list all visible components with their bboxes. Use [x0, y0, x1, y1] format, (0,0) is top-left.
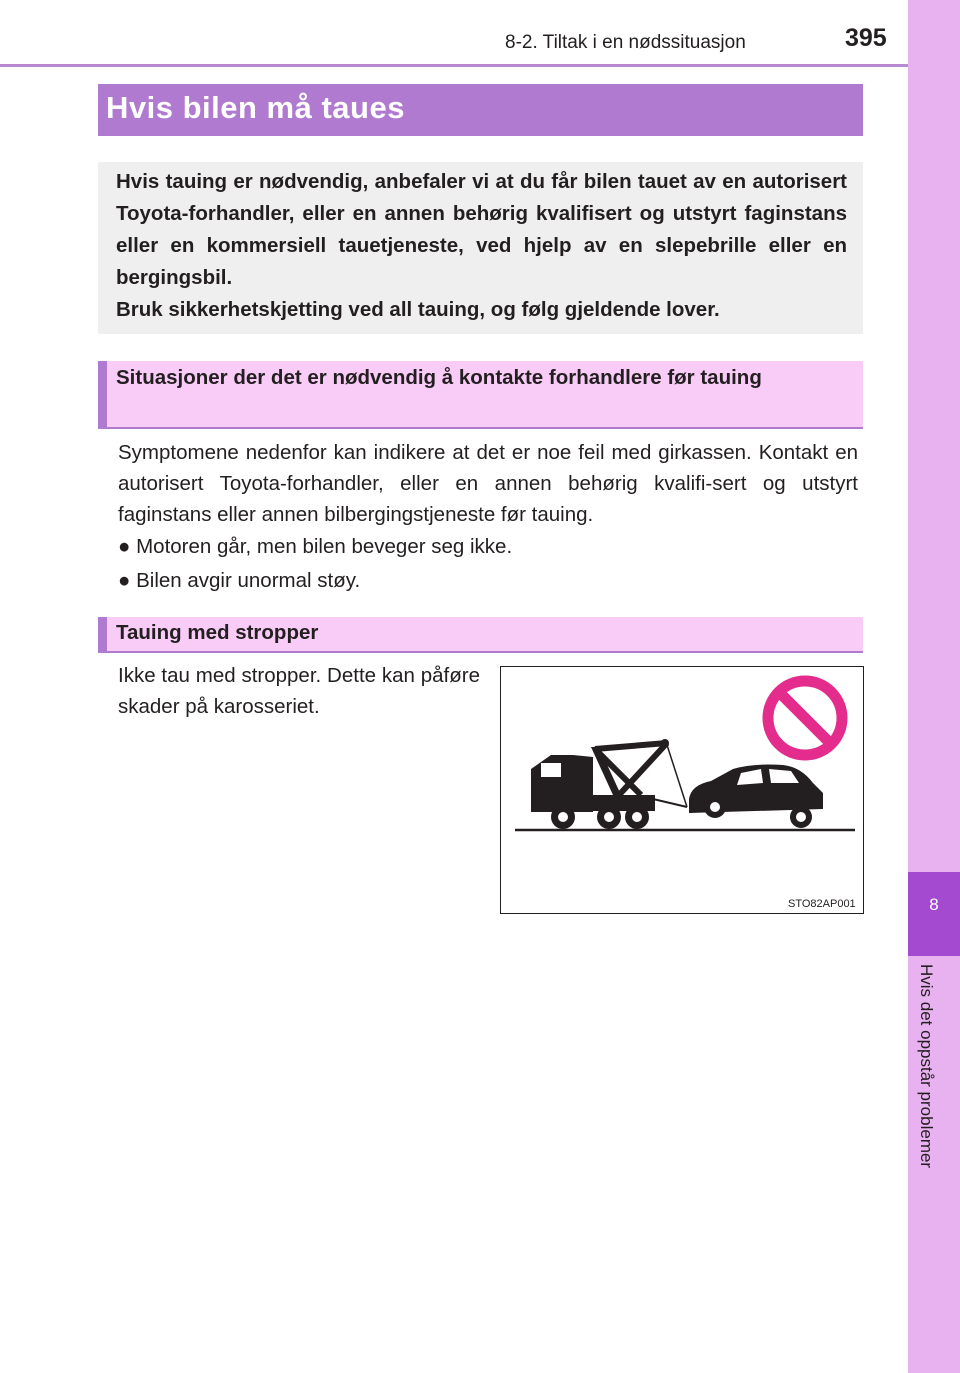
section2-paragraph: Ikke tau med stropper. Dette kan påføre skader på karosseriet.	[118, 664, 480, 718]
intro-paragraph: Bruk sikkerhetskjetting ved all tauing, og følg gjeldende lover.	[116, 298, 720, 321]
list-item-text: Bilen avgir unormal støy.	[136, 569, 361, 592]
bullet-icon: ●	[118, 535, 131, 558]
list-item-text: Motoren går, men bilen beveger seg ikke.	[136, 535, 513, 558]
chapter-title-vertical	[912, 960, 956, 1220]
prohibition-icon	[768, 681, 842, 755]
list-item	[118, 535, 512, 559]
intro-text	[116, 166, 847, 326]
subheading-contact-dealers: Situasjoner der det er nødvendig å kontakte forhandlere før tauing	[116, 366, 762, 389]
figure-code: STO82AP001	[788, 898, 856, 910]
chapter-title-label: Hvis det oppstår problemer	[917, 964, 936, 1169]
section1-body	[118, 437, 858, 530]
towing-illustration-svg	[501, 667, 863, 913]
section-title: Hvis bilen må taues	[106, 90, 405, 125]
tow-truck-icon	[531, 739, 687, 829]
section2-body	[118, 660, 480, 722]
bullet-icon: ●	[118, 569, 131, 592]
running-header-section: 8-2. Tiltak i en nødssituasjon	[505, 32, 746, 53]
subheading-towing-straps: Tauing med stropper	[116, 621, 319, 644]
towing-illustration	[500, 666, 864, 914]
list-item	[118, 569, 360, 593]
car-icon	[689, 765, 823, 829]
header-divider	[0, 64, 908, 67]
section1-paragraph: Symptomene nedenfor kan indikere at det er noe feil med girkassen. Kontakt en autorisert Toyota-forhandler, eller en annen behørig kvalifi-sert og utstyrt faginstans eller annen bilbergingstjeneste før tauing.	[118, 441, 858, 526]
page-number: 395	[845, 24, 887, 52]
intro-paragraph: Hvis tauing er nødvendig, anbefaler vi at du får bilen tauet av en autorisert Toyota-forhandler, eller en annen behørig kvalifisert og utstyrt faginstans eller en kommersiell tauetjeneste, ved hjelp av en slepebrille eller en bergingsbil.	[116, 170, 847, 289]
chapter-number: 8	[929, 895, 939, 914]
